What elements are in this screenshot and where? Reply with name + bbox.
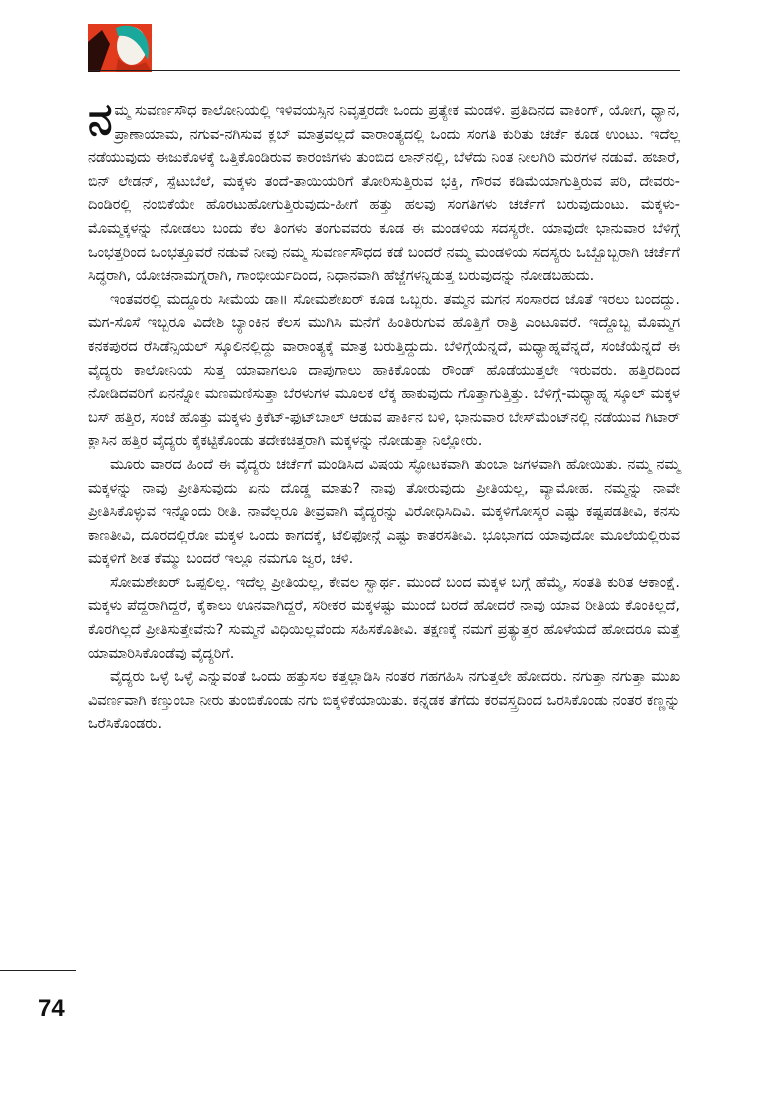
paragraph-1-text: ಮ್ಮ ಸುವರ್ಣಸೌಧ ಕಾಲೋನಿಯಲ್ಲಿ ಇಳಿವಯಸ್ಸಿನ ನಿವೃತ್ತರದೇ ಒಂದು ಪ್ರತ್ಯೇಕ ಮಂಡಳಿ. ಪ್ರತಿದಿನದ ವಾಕಿಂಗ್, ಯೋಗ, ಧ್ಯಾನ, ಪ್ರಾಣಾಯಾಮ, ನಗುವ-ನಗಿಸುವ ಕ್ಲಬ್ ಮಾತ್ರವಲ್ಲದೆ ವಾರಾಂತ್ಯದಲ್ಲಿ ಒಂದು ಸಂಗತಿ ಕುರಿತು ಚರ್ಚೆ ಕೂಡ ಉಂಟು. ಇದೆಲ್ಲ ನಡೆಯುವುದು ಈಜುಕೊಳಕ್ಕೆ ಒತ್ತಿಕೊಂಡಿರುವ ಕಾರಂಜಿಗಳು ತುಂಬಿದ ಲಾನ್‌ನಲ್ಲಿ, ಬೆಳೆದು ನಿಂತ ನೀಲಗಿರಿ ಮರಗಳ ನಡುವೆ. ಹಜಾರೆ, ಬಿನ್ ಲೇಡನ್, ಸ್ಪೆಟುಬೆಲೆ, ಮಕ್ಕಳು ತಂದೆ-ತಾಯಿಯರಿಗೆ ತೋರಿಸುತ್ತಿರುವ ಭಕ್ತಿ, ಗೌರವ ಕಡಿಮೆಯಾಗುತ್ತಿರುವ ಪರಿ, ದೇವರು-ದಿಂಡಿರಲ್ಲಿ ನಂಬಿಕೆಯೇ ಹೊರಟುಹೋಗುತ್ತಿರುವುದು-ಹೀಗೆ ಹತ್ತು ಹಲವು ಸಂಗತಿಗಳು ಚರ್ಚೆಗೆ ಬರುವುದುಂಟು. ಮಕ್ಕಳು-ಮೊಮ್ಮಕ್ಕಳನ್ನು ನೋಡಲು ಬಂದು ಕೆಲ ತಿಂಗಳು ತಂಗುವವರು ಕೂಡ ಈ ಮಂಡಳಿಯ ಸದಸ್ಯರೇ. ಯಾವುದೇ ಭಾನುವಾರ ಬೆಳಿಗ್ಗೆ ಒಂಭತ್ತರಿಂದ ಒಂಭತ್ತೂವರೆ ನಡುವೆ ನೀವು ನಮ್ಮ ಸುವರ್ಣಸೌಧದ ಕಡೆ ಬಂದರೆ ನಮ್ಮ ಮಂಡಳಿಯ ಸದಸ್ಯರು ಒಬ್ಬೊಬ್ಬರಾಗಿ ಚರ್ಚೆಗೆ ಸಿದ್ಧರಾಗಿ, ಯೋಚನಾಮಗ್ನರಾಗಿ, ಗಾಂಭೀರ್ಯದಿಂದ, ನಿಧಾನವಾಗಿ ಹೆಜ್ಜೆಗಳನ್ನಿಡುತ್ತ ಬರುವುದನ್ನು ನೋಡಬಹುದು. xyxy=(88,103,680,285)
woman-portrait-logo-icon xyxy=(88,24,152,72)
article-paragraph-4: ಸೋಮಶೇಖರ್ ಒಪ್ಪಲಿಲ್ಲ. ಇದೆಲ್ಲ ಪ್ರೀತಿಯಲ್ಲ, ಕೇವಲ ಸ್ವಾರ್ಥ. ಮುಂದೆ ಬಂದ ಮಕ್ಕಳ ಬಗ್ಗೆ ಹೆಮ್ಮೆ, ಸಂತತಿ ಕುರಿತ ಆಕಾಂಕ್ಷೆ. ಮಕ್ಕಳು ಪೆದ್ದರಾಗಿದ್ದರೆ, ಕೈಕಾಲು ಊನವಾಗಿದ್ದರೆ, ಸರೀಕರ ಮಕ್ಕಳಷ್ಟು ಮುಂದೆ ಬರದೆ ಹೋದರೆ ನಾವು ಯಾವ ರೀತಿಯ ಕೊಂಕಿಲ್ಲದೆ, ಕೊರಗಿಲ್ಲದೆ ಪ್ರೀತಿಸುತ್ತೇವೆನು? ಸುಮ್ಮನೆ ವಿಧಿಯಿಲ್ಲವೆಂದು ಸಹಿಸಕೊತೀವಿ. ತಕ್ಷಣಕ್ಕೆ ನಮಗೆ ಪ್ರತ್ಯುತ್ತರ ಹೊಳೆಯದೆ ಹೋದರೂ ಮತ್ತೆ ಯಾಮಾರಿಸಿಕೊಂಡೆವು ವೈದ್ಯರಿಗೆ. xyxy=(88,574,680,662)
footer-rule xyxy=(0,970,76,971)
article-paragraph-1 xyxy=(88,94,680,289)
article-paragraph-5: ವೈದ್ಯರು ಒಳ್ಳೆ ಒಳ್ಳೆ ಎನ್ನುವಂತೆ ಒಂದು ಹತ್ತುಸಲ ಕತ್ತಲ್ಲಾಡಿಸಿ ನಂತರ ಗಹಗಹಿಸಿ ನಗುತ್ತಲೇ ಹೋದರು. ನಗುತ್ತಾ ನಗುತ್ತಾ ಮುಖ ವಿವರ್ಣವಾಗಿ ಕಣ್ತುಂಬಾ ನೀರು ತುಂಬಿಕೊಂಡು ನಗು ಬಿಕ್ಕಳಿಕೆಯಾಯಿತು. ಕನ್ನಡಕ ತೆಗೆದು ಕರವಸ್ತ್ರದಿಂದ ಒರಸಿಕೊಂಡು ನಂತರ ಕಣ್ಣನ್ನು ಒರೆಸಿಕೊಂಡರು. xyxy=(88,669,680,733)
header-rule xyxy=(88,70,680,71)
article-paragraph-3: ಮೂರು ವಾರದ ಹಿಂದೆ ಈ ವೈದ್ಯರು ಚರ್ಚೆಗೆ ಮಂಡಿಸಿದ ವಿಷಯ ಸ್ಫೋಟಕವಾಗಿ ತುಂಬಾ ಜಗಳವಾಗಿ ಹೋಯಿತು. ನಮ್ಮ ನಮ್ಮ ಮಕ್ಕಳನ್ನು ನಾವು ಪ್ರೀತಿಸುವುದು ಏನು ದೊಡ್ಡ ಮಾತು? ನಾವು ತೋರುವುದು ಪ್ರೀತಿಯಲ್ಲ, ವ್ಯಾಮೋಹ. ನಮ್ಮನ್ನು ನಾವೇ ಪ್ರೀತಿಸಿಕೊಳ್ಳುವ ಇನ್ನೊಂದು ರೀತಿ. ನಾವೆಲ್ಲರೂ ತೀವ್ರವಾಗಿ ವೈದ್ಯರನ್ನು ವಿರೋಧಿಸಿದಿವಿ. ಮಕ್ಕಳಿಗೋಸ್ಕರ ಎಷ್ಟು ಕಷ್ಟಪಡತೀವಿ, ಕನಸು ಕಾಣತೀವಿ, ದೂರದಲ್ಲಿರೋ ಮಕ್ಕಳ ಒಂದು ಕಾಗದಕ್ಕೆ, ಟೆಲಿಫೋನ್ಗೆ ಎಷ್ಟು ಕಾತರಸತೀವಿ. ಭೂಭಾಗದ ಯಾವುದೋ ಮೂಲೆಯಲ್ಲಿರುವ ಮಕ್ಕಳಿಗೆ ಶೀತ ಕೆಮ್ಮು ಬಂದರೆ ಇಲ್ಲೂ ನಮಗೂ ಜ್ವರ, ಚಳಿ. xyxy=(88,456,680,568)
article-body xyxy=(88,94,680,737)
article-paragraph-2: ಇಂತವರಲ್ಲಿ ಮದ್ದೂರು ಸೀಮೆಯ ಡಾ॥ ಸೋಮಶೇಖರ್ ಕೂಡ ಒಬ್ಬರು. ತಮ್ಮನ ಮಗನ ಸಂಸಾರದ ಜೊತೆ ಇರಲು ಬಂದದ್ದು. ಮಗ-ಸೊಸೆ ಇಬ್ಬರೂ ವಿದೇಶಿ ಬ್ಯಾಂಕಿನ ಕೆಲಸ ಮುಗಿಸಿ ಮನೆಗೆ ಹಿಂತಿರುಗುವ ಹೊತ್ತಿಗೆ ರಾತ್ರಿ ಎಂಟೂವರೆ. ಇದ್ದೊಬ್ಬ ಮೊಮ್ಮಗ ಕನಕಪುರದ ರೆಸಿಡೆನ್ಸಿಯಲ್ ಸ್ಕೂಲಿನಲ್ಲಿದ್ದು ವಾರಾಂತ್ಯಕ್ಕೆ ಮಾತ್ರ ಬರುತ್ತಿದ್ದುದು. ಬೆಳಿಗ್ಗೆಯೆನ್ನದೆ, ಮಧ್ಯಾಹ್ನವೆನ್ನದೆ, ಸಂಜೆಯೆನ್ನದೆ ಈ ವೈದ್ಯರು ಕಾಲೋನಿಯ ಸುತ್ತ ಯಾವಾಗಲೂ ದಾಪುಗಾಲು ಹಾಕಿಕೊಂಡು ರೌಂಡ್ ಹೊಡೆಯುತ್ತಲೇ ಇರುವರು. ಹತ್ತಿರದಿಂದ ನೋಡಿದವರಿಗೆ ಏನನ್ನೋ ಮಣಮಣಿಸುತ್ತಾ ಬೆರಳುಗಳ ಮೂಲಕ ಲೆಕ್ಕ ಹಾಕುವುದು ಗೊತ್ತಾಗುತ್ತಿತ್ತು. ಬೆಳಿಗ್ಗೆ-ಮಧ್ಯಾಹ್ನ ಸ್ಕೂಲ್ ಮಕ್ಕಳ ಬಸ್ ಹತ್ತಿರ, ಸಂಜೆ ಹೊತ್ತು ಮಕ್ಕಳು ಕ್ರಿಕೆಟ್-ಫುಟ್‌ಬಾಲ್ ಆಡುವ ಪಾರ್ಕಿನ ಬಳಿ, ಭಾನುವಾರ ಬೇಸ್‌ಮೆಂಟ್‌ನಲ್ಲಿ ನಡೆಯುವ ಗಿಟಾರ್ ಕ್ಲಾಸಿನ ಹತ್ತಿರ ವೈದ್ಯರು ಕೈಕಟ್ಟಿಕೊಂಡು ತದೇಕಚಿತ್ತರಾಗಿ ಮಕ್ಕಳನ್ನು ನೋಡುತ್ತಾ ನಿಲ್ಲೋರು. xyxy=(88,291,680,450)
magazine-logo xyxy=(88,24,152,72)
drop-cap: ನ xyxy=(88,94,113,145)
page-number: 74 xyxy=(38,995,65,1022)
